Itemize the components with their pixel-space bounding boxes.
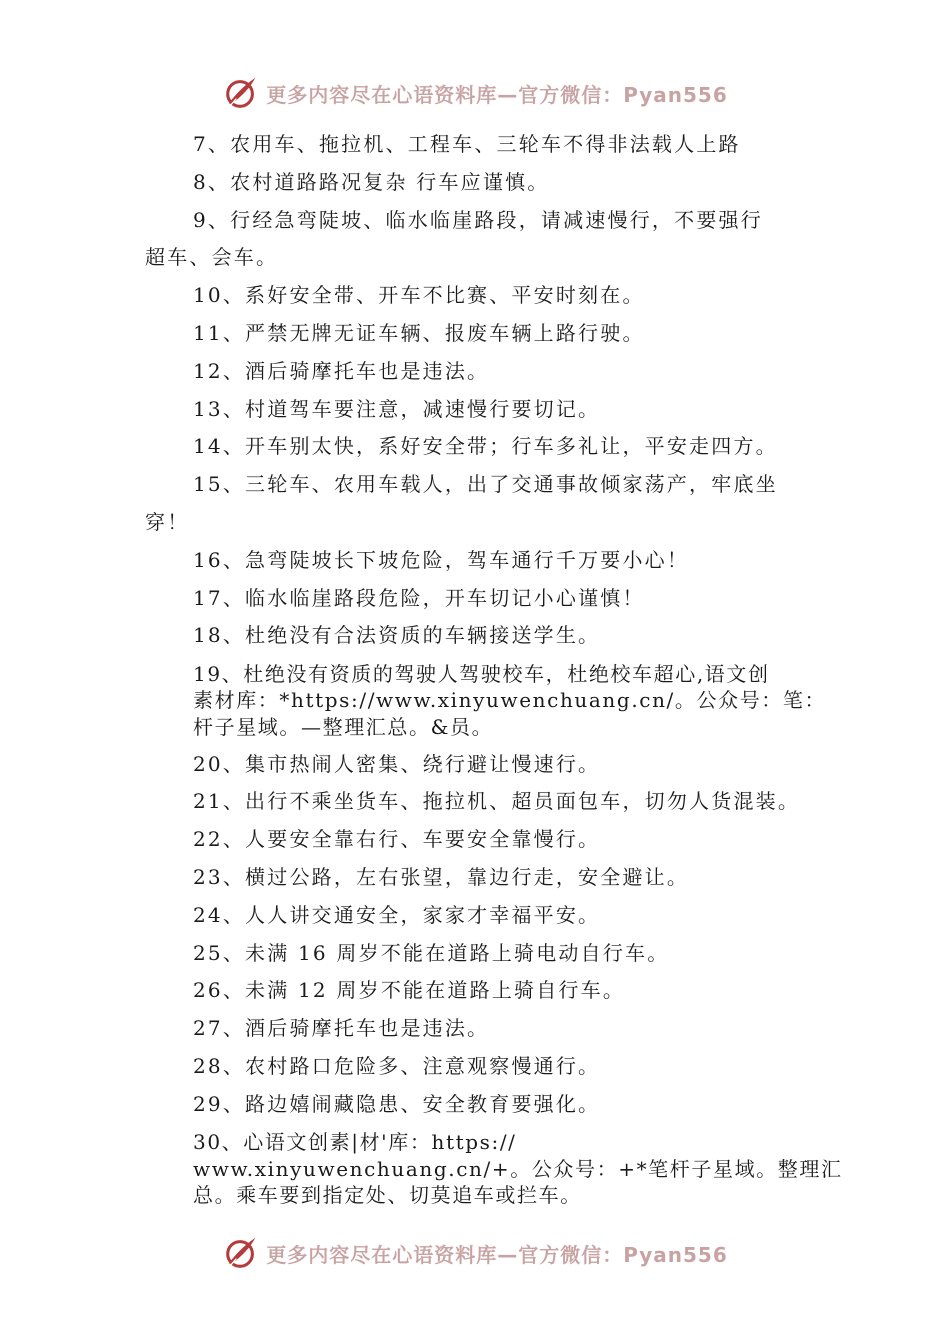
footer-watermark [0, 1233, 950, 1273]
text-line: 杆子星域。—整理汇总。&员。 [193, 714, 494, 739]
text-line: 12、酒后骑摩托车也是违法。 [193, 358, 490, 383]
text-line: 29、路边嬉闹藏隐患、安全教育要强化。 [193, 1091, 601, 1116]
text-line: 素材库：*https://www.xinyuwenchuang.cn/。公众号：笔： [193, 688, 827, 713]
text-line: 10、系好安全带、开车不比赛、平安时刻在。 [193, 283, 645, 308]
document-body [145, 126, 843, 1209]
text-line: 24、人人讲交通安全，家家才幸福平安。 [193, 902, 601, 927]
text-line: 30、心语文创素|材'库：https:// [193, 1130, 517, 1155]
watermark-text: 更多内容尽在心语资料库—官方微信：Pyan556 [266, 1242, 728, 1267]
text-line: 26、未满 12 周岁不能在道路上骑自行车。 [193, 978, 626, 1003]
text-line: 19、杜绝没有资质的驾驶人驾驶校车，杜绝校车超心,语文创 [193, 661, 770, 686]
header-watermark [0, 73, 950, 113]
text-line: 8、农村道路路况复杂 行车应谨慎。 [193, 169, 550, 194]
text-line: 22、人要安全靠右行、车要安全靠慢行。 [193, 827, 601, 852]
text-line: 穿！ [145, 509, 190, 534]
text-line: 超车、会车。 [145, 245, 279, 270]
text-line: 28、农村路口危险多、注意观察慢通行。 [193, 1054, 601, 1079]
text-line: 25、未满 16 周岁不能在道路上骑电动自行车。 [193, 940, 670, 965]
text-line: 14、开车别太快，系好安全带；行车多礼让，平安走四方。 [193, 434, 778, 459]
text-line: 21、出行不乘坐货车、拖拉机、超员面包车，切勿人货混装。 [193, 789, 801, 814]
text-line: 23、横过公路，左右张望，靠边行走，安全避让。 [193, 865, 690, 890]
text-line: 20、集市热闹人密集、绕行避让慢速行。 [193, 751, 601, 776]
text-line: 15、三轮车、农用车载人，出了交通事故倾家荡产，牢底坐 [193, 472, 778, 497]
text-line: 18、杜绝没有合法资质的车辆接送学生。 [193, 623, 601, 648]
text-line: 7、农用车、拖拉机、工程车、三轮车不得非法载人上路 [193, 132, 741, 156]
text-line: www.xinyuwenchuang.cn/+。公众号：+*笔杆子星域。整理汇 [193, 1156, 843, 1181]
text-line: 13、村道驾车要注意，减速慢行要切记。 [193, 396, 601, 421]
text-line: 27、酒后骑摩托车也是违法。 [193, 1016, 490, 1041]
quill-logo-icon [222, 1234, 260, 1272]
quill-logo-icon [222, 74, 260, 112]
text-line: 总。乘车要到指定处、切莫追车或拦车。 [193, 1183, 582, 1208]
text-line: 17、临水临崖路段危险，开车切记小心谨慎！ [193, 585, 645, 610]
text-line: 11、严禁无牌无证车辆、报废车辆上路行驶。 [193, 320, 645, 345]
text-line: 9、行经急弯陡坡、临水临崖路段，请减速慢行，不要强行 [193, 207, 763, 232]
text-line: 16、急弯陡坡长下坡危险，驾车通行千万要小心！ [193, 547, 690, 572]
watermark-text: 更多内容尽在心语资料库—官方微信：Pyan556 [266, 82, 728, 107]
